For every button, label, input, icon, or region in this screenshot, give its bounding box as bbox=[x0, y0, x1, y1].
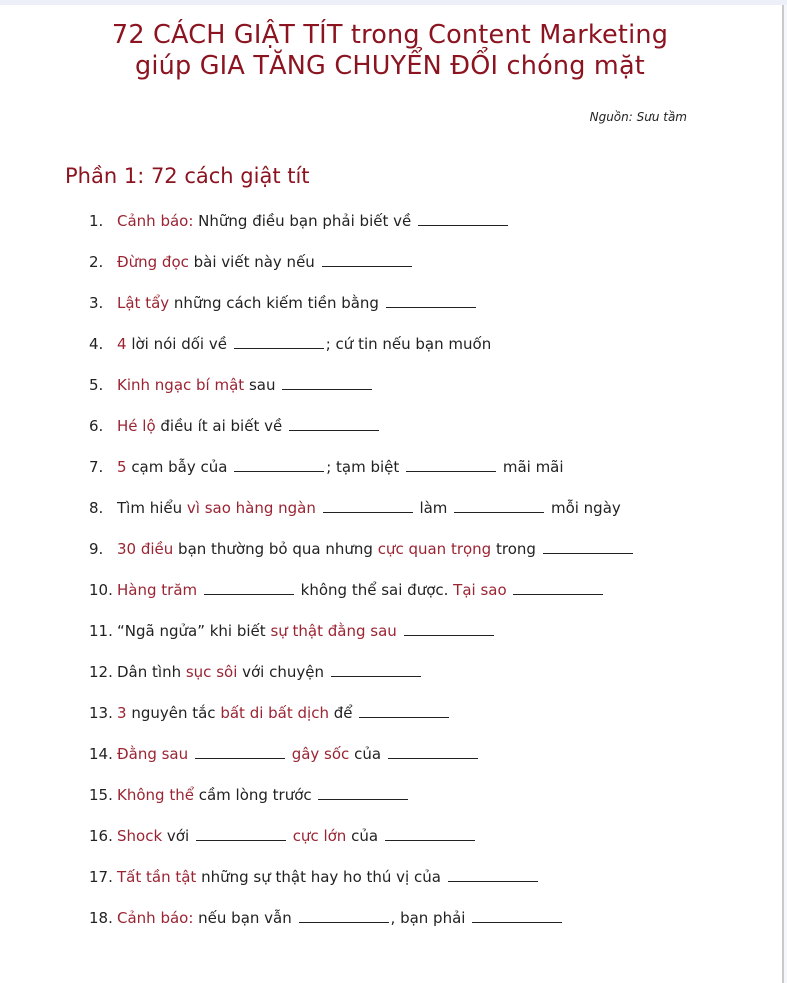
item-number: 4. bbox=[89, 335, 104, 353]
item-text: Dân tình bbox=[117, 663, 186, 681]
item-text bbox=[188, 745, 193, 763]
item-number: 15. bbox=[89, 786, 113, 804]
list-item bbox=[89, 333, 635, 374]
highlighted-text: Tất tần tật bbox=[117, 868, 197, 886]
list-item bbox=[89, 661, 635, 702]
list-item bbox=[89, 538, 635, 579]
item-text bbox=[397, 622, 402, 640]
fill-in-blank bbox=[234, 471, 324, 472]
item-text: sau bbox=[244, 376, 281, 394]
item-number: 16. bbox=[89, 827, 113, 845]
highlighted-text: Hàng trăm bbox=[117, 581, 198, 599]
item-text: Tìm hiểu bbox=[117, 499, 187, 517]
fill-in-blank bbox=[359, 717, 449, 718]
highlighted-text: Kinh ngạc bí mật bbox=[117, 376, 245, 394]
item-number: 17. bbox=[89, 868, 113, 886]
list-item bbox=[89, 415, 635, 456]
item-text: cầm lòng trước bbox=[193, 786, 317, 804]
highlighted-text: Lật tẩy bbox=[117, 294, 170, 312]
headline-list bbox=[89, 210, 635, 948]
item-text: làm bbox=[414, 499, 453, 517]
title-line-1: 72 CÁCH GIẬT TÍT trong Content Marketing bbox=[111, 20, 669, 50]
highlighted-text: 30 điều bbox=[117, 540, 174, 558]
highlighted-text: Đằng sau bbox=[117, 745, 189, 763]
document-title bbox=[40, 20, 740, 82]
item-text: với chuyện bbox=[237, 663, 329, 681]
fill-in-blank bbox=[543, 553, 633, 554]
highlighted-text: Cảnh báo: bbox=[117, 909, 194, 927]
highlighted-text: Shock bbox=[117, 827, 163, 845]
fill-in-blank bbox=[318, 799, 408, 800]
item-text: những sự thật hay ho thú vị của bbox=[196, 868, 446, 886]
list-item bbox=[89, 374, 635, 415]
fill-in-blank bbox=[404, 635, 494, 636]
item-text: với bbox=[162, 827, 194, 845]
highlighted-text: cực quan trọng bbox=[377, 540, 492, 558]
item-text: điều ít ai biết về bbox=[155, 417, 287, 435]
highlighted-text: sục sôi bbox=[185, 663, 238, 681]
highlighted-text: Tại sao bbox=[453, 581, 507, 599]
highlighted-text: 3 bbox=[117, 704, 127, 722]
item-number: 5. bbox=[89, 376, 104, 394]
fill-in-blank bbox=[418, 225, 508, 226]
fill-in-blank bbox=[195, 758, 285, 759]
item-text: “Ngã ngửa” khi biết bbox=[117, 622, 271, 640]
item-number: 7. bbox=[89, 458, 104, 476]
page-edge bbox=[782, 5, 784, 983]
item-text: , bạn phải bbox=[390, 909, 471, 927]
fill-in-blank bbox=[204, 594, 294, 595]
item-text: bài viết này nếu bbox=[188, 253, 320, 271]
highlighted-text: Hé lộ bbox=[117, 417, 156, 435]
list-item bbox=[89, 456, 635, 497]
fill-in-blank bbox=[472, 922, 562, 923]
fill-in-blank bbox=[323, 512, 413, 513]
highlighted-text: vì sao hàng ngàn bbox=[186, 499, 316, 517]
item-text: của bbox=[349, 745, 386, 763]
item-text bbox=[197, 581, 202, 599]
item-text: Những điều bạn phải biết về bbox=[193, 212, 416, 230]
item-number: 9. bbox=[89, 540, 104, 558]
fill-in-blank bbox=[289, 430, 379, 431]
list-item bbox=[89, 907, 635, 948]
item-text: trong bbox=[491, 540, 541, 558]
top-bar bbox=[0, 0, 787, 5]
fill-in-blank bbox=[513, 594, 603, 595]
fill-in-blank bbox=[282, 389, 372, 390]
fill-in-blank bbox=[234, 348, 324, 349]
item-number: 11. bbox=[89, 622, 113, 640]
item-text: cạm bẫy của bbox=[126, 458, 233, 476]
fill-in-blank bbox=[196, 840, 286, 841]
fill-in-blank bbox=[406, 471, 496, 472]
source-note: Nguồn: Sưu tầm bbox=[589, 110, 687, 124]
list-item bbox=[89, 292, 635, 333]
highlighted-text: Không thể bbox=[117, 786, 194, 804]
item-text: ; cứ tin nếu bạn muốn bbox=[325, 335, 492, 353]
item-number: 6. bbox=[89, 417, 104, 435]
item-text: bạn thường bỏ qua nhưng bbox=[173, 540, 378, 558]
list-item bbox=[89, 579, 635, 620]
fill-in-blank bbox=[454, 512, 544, 513]
item-text: những cách kiếm tiền bằng bbox=[169, 294, 384, 312]
item-text: ; tạm biệt bbox=[326, 458, 405, 476]
list-item bbox=[89, 825, 635, 866]
item-text bbox=[507, 581, 512, 599]
item-text: không thể sai được. bbox=[295, 581, 454, 599]
highlighted-text: 4 bbox=[117, 335, 127, 353]
item-number: 14. bbox=[89, 745, 113, 763]
highlighted-text: cực lớn bbox=[292, 827, 347, 845]
list-item bbox=[89, 620, 635, 661]
item-text: mỗi ngày bbox=[546, 499, 621, 517]
fill-in-blank bbox=[386, 307, 476, 308]
item-text: để bbox=[328, 704, 358, 722]
list-item bbox=[89, 251, 635, 292]
highlighted-text: sự thật đằng sau bbox=[270, 622, 397, 640]
item-text: lời nói dối về bbox=[126, 335, 232, 353]
item-number: 18. bbox=[89, 909, 113, 927]
fill-in-blank bbox=[322, 266, 412, 267]
highlighted-text: bất di bất dịch bbox=[220, 704, 329, 722]
item-text: nếu bạn vẫn bbox=[193, 909, 297, 927]
item-number: 2. bbox=[89, 253, 104, 271]
highlighted-text: gây sốc bbox=[291, 745, 350, 763]
item-number: 13. bbox=[89, 704, 113, 722]
fill-in-blank bbox=[299, 922, 389, 923]
title-line-2: giúp GIA TĂNG CHUYỂN ĐỔI chóng mặt bbox=[135, 51, 645, 81]
list-item bbox=[89, 784, 635, 825]
list-item bbox=[89, 866, 635, 907]
item-text: mãi mãi bbox=[498, 458, 564, 476]
list-item bbox=[89, 702, 635, 743]
fill-in-blank bbox=[448, 881, 538, 882]
highlighted-text: Cảnh báo: bbox=[117, 212, 194, 230]
item-number: 8. bbox=[89, 499, 104, 517]
item-number: 1. bbox=[89, 212, 104, 230]
highlighted-text: 5 bbox=[117, 458, 127, 476]
list-item bbox=[89, 497, 635, 538]
item-text: của bbox=[346, 827, 383, 845]
item-number: 10. bbox=[89, 581, 113, 599]
highlighted-text: Đừng đọc bbox=[117, 253, 189, 271]
fill-in-blank bbox=[388, 758, 478, 759]
list-item bbox=[89, 210, 635, 251]
fill-in-blank bbox=[385, 840, 475, 841]
fill-in-blank bbox=[331, 676, 421, 677]
item-text: nguyên tắc bbox=[126, 704, 221, 722]
item-number: 12. bbox=[89, 663, 113, 681]
section-heading: Phần 1: 72 cách giật tít bbox=[65, 164, 310, 188]
list-item bbox=[89, 743, 635, 784]
item-number: 3. bbox=[89, 294, 104, 312]
item-text bbox=[316, 499, 321, 517]
